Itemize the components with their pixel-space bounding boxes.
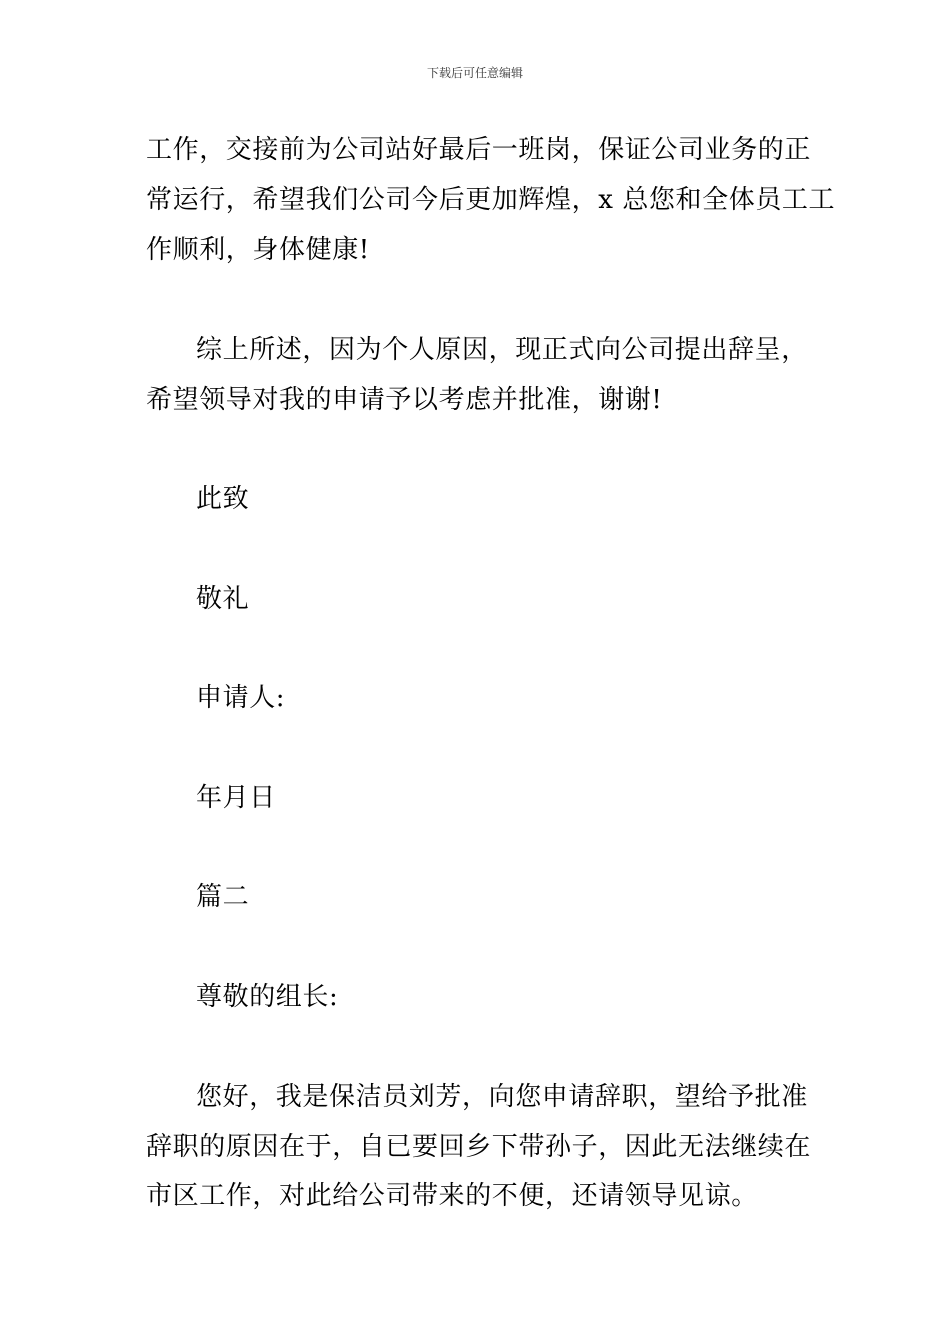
closing-regards: 敬礼	[196, 584, 250, 614]
paragraph-1-line-2: 常运行，希望我们公司今后更加辉煌，x 总您和全体员工工	[146, 185, 836, 215]
applicant-label: 申请人:	[196, 683, 286, 713]
paragraph-1-line-1: 工作，交接前为公司站好最后一班岗，保证公司业务的正	[146, 135, 812, 165]
page-header: 下载后可任意编辑	[426, 66, 523, 80]
letter-salutation: 尊敬的组长:	[196, 982, 339, 1012]
date-label: 年月日	[196, 783, 276, 813]
paragraph-3-line-2: 辞职的原因在于，自已要回乡下带孙子，因此无法继续在	[146, 1132, 812, 1162]
closing-salutation: 此致	[196, 484, 250, 514]
paragraph-3-line-3: 市区工作，对此给公司带来的不便，还请领导见谅。	[146, 1181, 758, 1211]
paragraph-3-line-1: 您好，我是保洁员刘芳，向您申请辞职，望给予批准	[196, 1082, 808, 1112]
section-title: 篇二	[196, 882, 250, 912]
paragraph-1-line-3: 作顺利，身体健康!	[146, 235, 370, 265]
paragraph-2-line-2: 希望领导对我的申请予以考虑并批准，谢谢!	[146, 385, 663, 415]
paragraph-2-line-1: 综上所述，因为个人原因，现正式向公司提出辞呈，	[196, 335, 808, 365]
